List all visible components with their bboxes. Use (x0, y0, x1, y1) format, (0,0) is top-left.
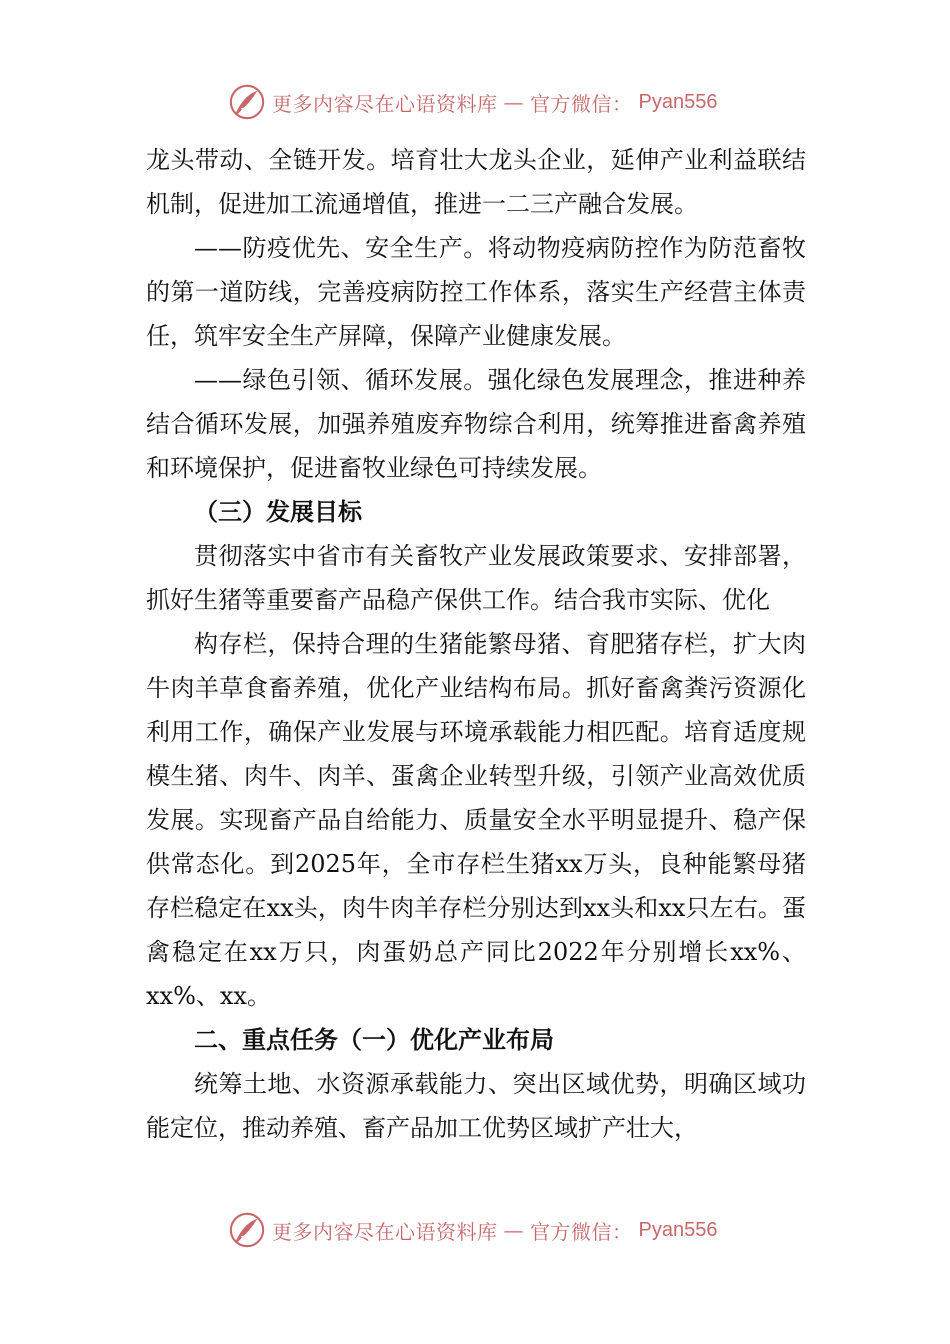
banner-wechat-label: 官方微信： (530, 1219, 633, 1244)
paragraph-layout-optimization: 统筹土地、水资源承载能力、突出区域优势，明确区域功能定位，推动养殖、畜产品加工优势区域扩产壮大， (146, 1070, 806, 1142)
banner-dash: — (503, 1218, 524, 1242)
paragraph-goals-detail: 构存栏，保持合理的生猪能繁母猪、育肥猪存栏，扩大肉牛肉羊草食畜养殖，优化产业结构布局。抓好畜禽粪污资源化利用工作，确保产业发展与环境承载能力相匹配。培育适度规模生猪、肉牛、肉羊、蛋禽企业转型升级，引领产业高效优质发展。实现畜产品自给能力、质量安全水平明显提升、稳产保供常态化。到2025年，全市存栏生猪xx万头，良种能繁母猪存栏稳定在xx头，肉牛肉羊存栏分别达到xx头和xx只左右。蛋禽稳定在xx万只，肉蛋奶总产同比2022年分别增长xx%、xx%、xx。 (146, 630, 806, 1010)
pen-logo-icon (228, 83, 266, 121)
banner-text-main: 更多内容尽在心语资料库 (272, 1219, 498, 1244)
banner-wechat-label: 官方微信： (530, 91, 633, 116)
paragraph-green-development: ——绿色引领、循环发展。强化绿色发展理念，推进种养结合循环发展，加强养殖废弃物综合利用，统筹推进畜禽养殖和环境保护，促进畜牧业绿色可持续发展。 (146, 366, 806, 482)
banner-wechat-id: Pyan556 (638, 90, 718, 113)
banner-wechat-id: Pyan556 (638, 1218, 718, 1241)
paragraph-epidemic-prevention: ——防疫优先、安全生产。将动物疫病防控作为防范畜牧的第一道防线，完善疫病防控工作体系，落实生产经营主体责任，筑牢安全生产屏障，保障产业健康发展。 (146, 234, 806, 350)
paragraph-goals-intro: 贯彻落实中省市有关畜牧产业发展政策要求、安排部署，抓好生猪等重要畜产品稳产保供工作。结合我市实际、优化 (146, 542, 806, 614)
section-heading-goals: （三）发展目标 (194, 498, 362, 526)
header-watermark-banner (228, 80, 717, 124)
banner-dash: — (503, 90, 524, 114)
footer-watermark-banner (228, 1208, 717, 1252)
document-body (146, 138, 806, 1150)
section-heading-key-tasks: 二、重点任务（一）优化产业布局 (194, 1026, 554, 1054)
banner-text-main: 更多内容尽在心语资料库 (272, 91, 498, 116)
pen-logo-icon (228, 1211, 266, 1249)
paragraph-leading-principle: 龙头带动、全链开发。培育壮大龙头企业，延伸产业利益联结机制，促进加工流通增值，推进一二三产融合发展。 (146, 146, 806, 218)
